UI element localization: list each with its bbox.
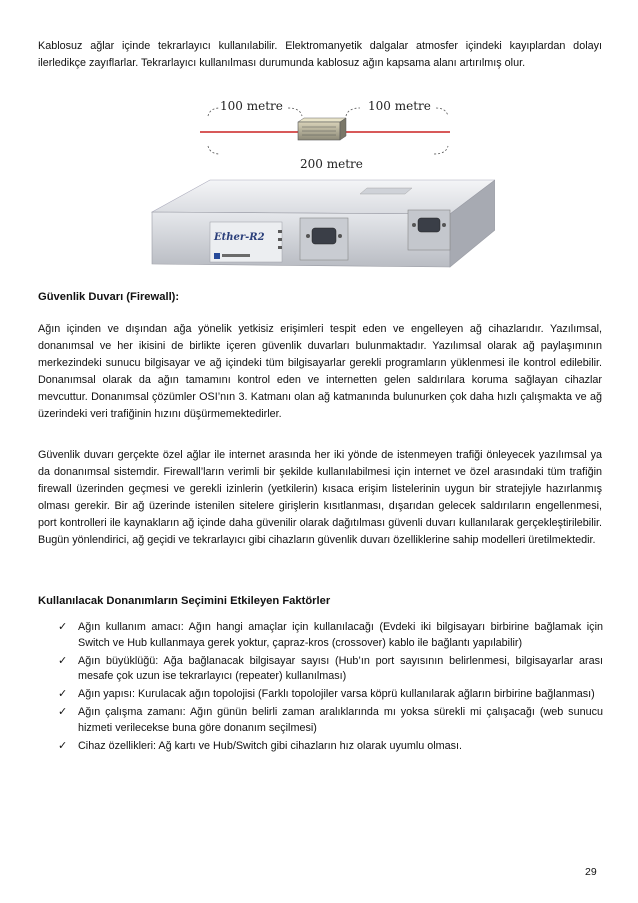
firewall-paragraph-1: Ağın içinden ve dışından ağa yönelik yetkisiz erişimleri tespit eden ve engelleyen ağ cihazlarıdır. Yazılımsal, donanımsal ve her ikisini de birlikte içeren güvenlik duvarları bulunmaktadır. Yazılımsal olarak ağ paylaşımının merkezindeki sunucu bilgisayar ve ağ içindeki tüm bilgisayarlar gerekli programların yüklenmesi ile kontrol edilebilir. Donanımsal olarak da ağın tamamını kontrol eden ve internetten gelen saldırılara koruma sağlayan cihazlar mevcuttur. Donanımsal çözümler OSI’nın 3. Katmanı olan ağ katmanında bulunurken çok daha hızlı çalışmakta ve ağ üzerindeki veri trafiğinin hızını düşürmemektedirler. [38, 323, 602, 420]
list-item: ✓ Ağın kullanım amacı: Ağın hangi amaçlar için kullanılacağı (Evdeki iki bilgisayarı birbirine bağlamak için Switch ve Hub kullanmaya gerek yoktur, çapraz-kros (crossover) kablo ile bağlantı yapılabilir) [58, 621, 603, 649]
list-item: ✓ Ağın yapısı: Kurulacak ağın topolojisi (Farklı topolojiler varsa köprü kullanılarak ağların birbirine bağlanması) [58, 687, 603, 703]
label-total-distance: 200 metre [300, 157, 363, 171]
firewall-paragraph-2: Güvenlik duvarı gerçekte özel ağlar ile internet arasında her iki yönde de istenmeyen trafiği önleyecek yazılımsal ya da donanımsal sistemdir. Firewall’ların verimli bir şekilde kullanılabilmesi için internet ve özel arasındaki tüm trafiğin firewall üzerinden geçmesi ve gerekli izinlerin (yetkilerin) kısaca erişim listelerinin uygun bir stratejiyle hazırlanmış olması gerekir. Bir ağ üzerinde istenilen sitelere girişlerin kısıtlanması, dışarıdan gelecek saldırıların engellenmesi, port kontrolleri ile kaynakların ağ içinde daha güvenilir olarak dağıtılması güvenli duvarı kullanılarak gerçekleştirilebilir. Bugün yönlendirici, ağ geçidi ve tekrarlayıcı gibi cihazların güvenlik duvarı özelliklerine sahip modelleri üretilmektedir. [38, 449, 602, 546]
label-left-distance: 100 metre [220, 99, 283, 113]
label-right-distance: 100 metre [368, 99, 431, 113]
check-icon: ✓ [58, 740, 68, 753]
device-brand-label: Ether-R2 [214, 232, 265, 243]
firewall-heading: Güvenlik Duvarı (Firewall): [38, 291, 180, 303]
page-number: 29 [585, 866, 597, 878]
check-icon: ✓ [58, 654, 68, 667]
list-item: ✓ Ağın büyüklüğü: Ağa bağlanacak bilgisayar sayısı (Hub’ın port sayısının belirlenmesi, bilgisayarlar arası mesafe çok uzun ise tekrarlayıcı (repeater) kullanılması) [58, 654, 603, 683]
factors-list [58, 620, 603, 757]
check-icon: ✓ [58, 621, 68, 633]
intro-paragraph: Kablosuz ağlar içinde tekrarlayıcı kullanılabilir. Elektromanyetik dalgalar atmosfer içindeki kayıplardan dolayı ilerledikçe zayıflarlar. Tekrarlayıcı kullanılması durumunda kablosuz ağın kapsama alanı artırılmış olur. [38, 40, 602, 69]
ether-r2-device [152, 180, 495, 267]
factors-heading: Kullanılacak Donanımların Seçimini Etkileyen Faktörler [38, 595, 331, 607]
repeater-icon [298, 118, 346, 140]
repeater-figure [150, 92, 495, 282]
list-item: ✓ Ağın çalışma zamanı: Ağın günün belirli zaman aralıklarında mı yoksa sürekli mi çalışacağı (web sunucu hizmeti verilecekse buna göre donanım seçilmesi) [58, 706, 603, 735]
check-icon: ✓ [58, 706, 68, 719]
list-item: ✓ Cihaz özellikleri: Ağ kartı ve Hub/Switch gibi cihazların hız olarak uyumlu olması. [58, 739, 603, 755]
check-icon: ✓ [58, 688, 68, 701]
repeater-diagram [150, 92, 495, 282]
